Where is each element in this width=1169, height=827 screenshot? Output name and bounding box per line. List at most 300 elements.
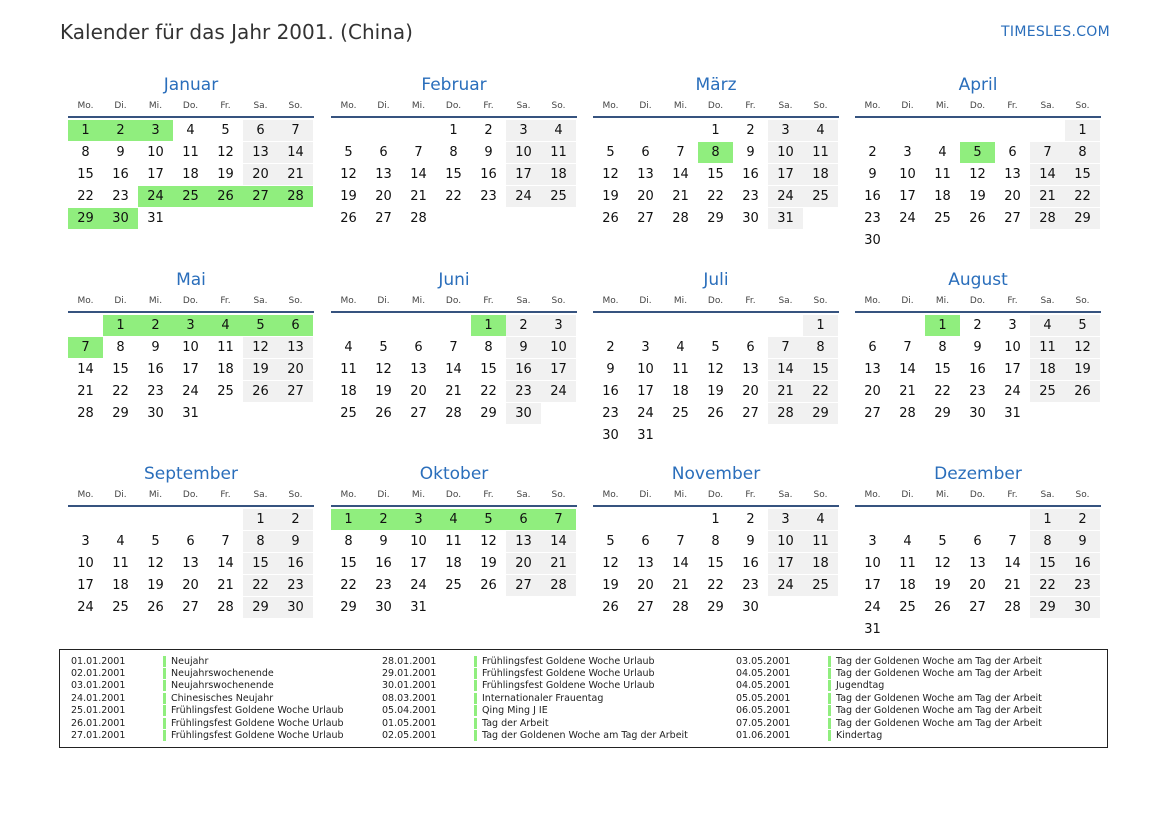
day-cell: 11 xyxy=(340,362,357,377)
day-cell: 2 xyxy=(746,123,755,138)
day-cell: 22 xyxy=(803,381,838,402)
day-cell: 10 xyxy=(1004,340,1021,355)
day-cell: 12 xyxy=(969,167,986,182)
legend-entry xyxy=(382,705,688,717)
legend-entry xyxy=(382,729,688,741)
day-cell: 2 xyxy=(506,315,541,336)
empty-cell xyxy=(331,315,366,336)
day-cell: 14 xyxy=(445,362,462,377)
weekday-label: Mo. xyxy=(340,490,357,500)
weekday-label: Fr. xyxy=(745,490,756,500)
day-cell: 8 xyxy=(1030,531,1065,552)
day-cell: 7 xyxy=(768,337,803,358)
holiday-day-cell: 27 xyxy=(243,186,278,207)
day-cell: 19 xyxy=(243,359,278,380)
month-block xyxy=(68,463,314,618)
day-cell: 27 xyxy=(375,211,392,226)
legend-entry xyxy=(71,717,344,729)
weekday-label: Sa. xyxy=(253,490,268,500)
month-name: Oktober xyxy=(419,464,489,484)
day-cell: 7 xyxy=(1008,534,1017,549)
legend-holiday-name: Tag der Goldenen Woche am Tag der Arbeit xyxy=(474,730,688,741)
day-cell: 25 xyxy=(803,186,838,207)
month-name: März xyxy=(695,75,737,95)
day-cell: 13 xyxy=(410,362,427,377)
holiday-day-cell: 7 xyxy=(541,509,576,530)
weekday-label: Do. xyxy=(445,296,462,306)
day-cell: 25 xyxy=(899,600,916,615)
legend-date: 02.01.2001 xyxy=(71,668,126,680)
holiday-day-cell: 7 xyxy=(68,337,103,358)
weekday-label: Sa. xyxy=(1040,296,1055,306)
month-block xyxy=(855,463,1101,640)
empty-cell xyxy=(733,315,768,336)
legend-entry xyxy=(736,680,1042,692)
legend-holiday-name: Chinesisches Neujahr xyxy=(163,693,273,704)
day-grid xyxy=(593,120,839,229)
day-cell: 1 xyxy=(449,123,458,138)
empty-cell xyxy=(768,315,803,336)
day-cell: 28 xyxy=(445,406,462,421)
day-cell: 28 xyxy=(1030,208,1065,229)
day-cell: 18 xyxy=(182,167,199,182)
legend-entry xyxy=(382,692,688,704)
day-cell: 4 xyxy=(1030,315,1065,336)
weekday-label: Fr. xyxy=(220,101,231,111)
day-cell: 10 xyxy=(77,556,94,571)
legend-holiday-name: Tag der Goldenen Woche am Tag der Arbeit xyxy=(828,718,1042,729)
day-cell: 24 xyxy=(768,186,803,207)
holiday-day-cell: 2 xyxy=(138,315,173,336)
weekday-label: Di. xyxy=(639,490,652,500)
empty-cell xyxy=(855,120,890,141)
day-cell: 19 xyxy=(340,189,357,204)
weekday-label: Sa. xyxy=(778,490,793,500)
empty-cell xyxy=(593,315,628,336)
legend-holiday-name: Tag der Goldenen Woche am Tag der Arbeit xyxy=(828,705,1042,716)
holiday-day-cell: 24 xyxy=(138,186,173,207)
day-cell: 16 xyxy=(480,167,497,182)
weekday-label: Mi. xyxy=(411,490,426,500)
day-cell: 14 xyxy=(1004,556,1021,571)
day-cell: 25 xyxy=(112,600,129,615)
weekday-header xyxy=(855,291,1101,313)
day-cell: 28 xyxy=(672,211,689,226)
day-cell: 2 xyxy=(973,318,982,333)
day-grid xyxy=(855,509,1101,640)
site-link[interactable]: TIMESLES.COM xyxy=(1001,24,1110,40)
day-cell: 19 xyxy=(375,384,392,399)
day-cell: 1 xyxy=(243,509,278,530)
day-cell: 16 xyxy=(864,189,881,204)
weekday-label: So. xyxy=(288,296,303,306)
month-name: September xyxy=(144,464,238,484)
legend-entry xyxy=(71,655,344,667)
day-cell: 26 xyxy=(934,600,951,615)
day-cell: 20 xyxy=(506,553,541,574)
day-cell: 9 xyxy=(868,167,877,182)
empty-cell xyxy=(855,315,890,336)
day-cell: 20 xyxy=(969,578,986,593)
day-cell: 13 xyxy=(506,531,541,552)
month-block xyxy=(593,74,839,229)
day-cell: 15 xyxy=(707,167,724,182)
day-cell: 20 xyxy=(1004,189,1021,204)
legend-holiday-name: Frühlingsfest Goldene Woche Urlaub xyxy=(163,730,344,741)
month-name: Mai xyxy=(176,270,206,290)
day-cell: 29 xyxy=(243,597,278,618)
day-cell: 20 xyxy=(410,384,427,399)
day-cell: 5 xyxy=(221,123,230,138)
empty-cell xyxy=(68,315,103,336)
day-cell: 31 xyxy=(637,428,654,443)
day-cell: 29 xyxy=(340,600,357,615)
weekday-label: Di. xyxy=(377,101,390,111)
weekday-label: Do. xyxy=(707,490,724,500)
day-cell: 17 xyxy=(899,189,916,204)
weekday-label: Di. xyxy=(901,101,914,111)
day-cell: 11 xyxy=(803,142,838,163)
day-cell: 31 xyxy=(147,211,164,226)
day-cell: 20 xyxy=(637,189,654,204)
legend-date: 28.01.2001 xyxy=(382,655,437,667)
empty-cell xyxy=(960,509,995,530)
day-cell: 21 xyxy=(217,578,234,593)
day-cell: 21 xyxy=(278,164,313,185)
empty-cell xyxy=(366,120,401,141)
day-cell: 3 xyxy=(81,534,90,549)
day-cell: 15 xyxy=(934,362,951,377)
day-cell: 23 xyxy=(602,406,619,421)
weekday-label: Di. xyxy=(377,296,390,306)
day-cell: 16 xyxy=(742,167,759,182)
weekday-label: So. xyxy=(813,101,828,111)
day-cell: 11 xyxy=(672,362,689,377)
weekday-label: Mi. xyxy=(935,490,950,500)
day-cell: 15 xyxy=(480,362,497,377)
holiday-day-cell: 5 xyxy=(243,315,278,336)
day-cell: 9 xyxy=(746,534,755,549)
day-cell: 23 xyxy=(969,384,986,399)
day-cell: 26 xyxy=(602,211,619,226)
weekday-label: Sa. xyxy=(778,296,793,306)
day-cell: 26 xyxy=(707,406,724,421)
day-cell: 22 xyxy=(340,578,357,593)
day-cell: 4 xyxy=(541,120,576,141)
day-grid xyxy=(331,120,577,229)
empty-cell xyxy=(925,509,960,530)
day-cell: 4 xyxy=(344,340,353,355)
day-cell: 8 xyxy=(243,531,278,552)
legend-holiday-name: Neujahr xyxy=(163,656,208,667)
empty-cell xyxy=(960,120,995,141)
day-cell: 16 xyxy=(1065,553,1100,574)
day-cell: 12 xyxy=(1065,337,1100,358)
weekday-label: Di. xyxy=(639,296,652,306)
day-cell: 12 xyxy=(243,337,278,358)
day-cell: 7 xyxy=(221,534,230,549)
day-cell: 30 xyxy=(506,403,541,424)
empty-cell xyxy=(1030,120,1065,141)
day-cell: 16 xyxy=(112,167,129,182)
day-grid xyxy=(331,315,577,424)
weekday-label: So. xyxy=(1075,101,1090,111)
day-cell: 14 xyxy=(278,142,313,163)
weekday-label: Mi. xyxy=(148,101,163,111)
legend-holiday-name: Frühlingsfest Goldene Woche Urlaub xyxy=(474,656,655,667)
legend-entry xyxy=(736,729,1042,741)
legend-entry xyxy=(71,692,344,704)
day-cell: 6 xyxy=(641,534,650,549)
legend-holiday-name: Internationaler Frauentag xyxy=(474,693,603,704)
weekday-label: Mi. xyxy=(673,101,688,111)
day-cell: 10 xyxy=(541,337,576,358)
holiday-day-cell: 28 xyxy=(278,186,313,207)
day-cell: 8 xyxy=(711,534,720,549)
day-cell: 27 xyxy=(182,600,199,615)
weekday-label: Do. xyxy=(445,490,462,500)
day-cell: 11 xyxy=(899,556,916,571)
day-cell: 14 xyxy=(541,531,576,552)
day-cell: 25 xyxy=(1030,381,1065,402)
day-cell: 20 xyxy=(375,189,392,204)
holiday-day-cell: 4 xyxy=(436,509,471,530)
day-cell: 19 xyxy=(602,189,619,204)
day-cell: 18 xyxy=(803,164,838,185)
day-cell: 23 xyxy=(742,578,759,593)
day-cell: 30 xyxy=(375,600,392,615)
day-cell: 7 xyxy=(903,340,912,355)
day-grid xyxy=(68,509,314,618)
day-cell: 6 xyxy=(641,145,650,160)
legend-entry xyxy=(736,692,1042,704)
month-name: Juni xyxy=(438,270,470,290)
empty-cell xyxy=(173,509,208,530)
legend-entry xyxy=(382,717,688,729)
empty-cell xyxy=(698,315,733,336)
day-cell: 3 xyxy=(641,340,650,355)
day-cell: 13 xyxy=(864,362,881,377)
month-name: Januar xyxy=(163,75,219,95)
weekday-label: Di. xyxy=(114,101,127,111)
legend-entry xyxy=(71,667,344,679)
day-cell: 12 xyxy=(375,362,392,377)
day-cell: 24 xyxy=(410,578,427,593)
empty-cell xyxy=(68,509,103,530)
legend-entry xyxy=(736,705,1042,717)
day-grid xyxy=(68,120,314,229)
day-cell: 9 xyxy=(606,362,615,377)
weekday-label: Mi. xyxy=(411,101,426,111)
day-cell: 12 xyxy=(480,534,497,549)
legend-date: 29.01.2001 xyxy=(382,668,437,680)
legend-holiday-name: Frühlingsfest Goldene Woche Urlaub xyxy=(163,705,344,716)
day-cell: 12 xyxy=(147,556,164,571)
weekday-label: So. xyxy=(288,101,303,111)
legend-holiday-name: Tag der Goldenen Woche am Tag der Arbeit xyxy=(828,656,1042,667)
day-cell: 22 xyxy=(112,384,129,399)
month-block xyxy=(331,463,577,618)
holiday-day-cell: 1 xyxy=(68,120,103,141)
day-cell: 16 xyxy=(278,553,313,574)
day-cell: 6 xyxy=(186,534,195,549)
weekday-label: Sa. xyxy=(778,101,793,111)
day-cell: 10 xyxy=(410,534,427,549)
day-cell: 2 xyxy=(868,145,877,160)
day-cell: 21 xyxy=(1004,578,1021,593)
day-cell: 19 xyxy=(969,189,986,204)
day-cell: 10 xyxy=(768,142,803,163)
day-cell: 1 xyxy=(803,315,838,336)
day-cell: 13 xyxy=(742,362,759,377)
day-cell: 29 xyxy=(112,406,129,421)
weekday-header xyxy=(593,291,839,313)
day-cell: 9 xyxy=(379,534,388,549)
day-cell: 1 xyxy=(711,512,720,527)
month-block xyxy=(68,74,314,229)
day-cell: 27 xyxy=(278,381,313,402)
day-cell: 23 xyxy=(1065,575,1100,596)
day-cell: 24 xyxy=(77,600,94,615)
holiday-day-cell: 25 xyxy=(173,186,208,207)
legend-column xyxy=(382,655,688,742)
day-cell: 21 xyxy=(768,381,803,402)
weekday-label: Fr. xyxy=(483,101,494,111)
day-cell: 19 xyxy=(707,384,724,399)
weekday-label: Mo. xyxy=(864,490,881,500)
day-cell: 22 xyxy=(934,384,951,399)
weekday-header xyxy=(593,485,839,507)
day-cell: 19 xyxy=(217,167,234,182)
day-grid xyxy=(593,509,839,618)
day-cell: 17 xyxy=(768,164,803,185)
day-cell: 13 xyxy=(375,167,392,182)
day-cell: 24 xyxy=(637,406,654,421)
day-cell: 31 xyxy=(1004,406,1021,421)
weekday-label: Do. xyxy=(182,296,199,306)
legend-date: 25.01.2001 xyxy=(71,705,126,717)
month-name: Februar xyxy=(421,75,487,95)
day-cell: 25 xyxy=(445,578,462,593)
month-block xyxy=(331,269,577,424)
day-cell: 8 xyxy=(81,145,90,160)
day-cell: 29 xyxy=(803,403,838,424)
weekday-label: Mi. xyxy=(673,490,688,500)
day-cell: 9 xyxy=(484,145,493,160)
day-cell: 25 xyxy=(672,406,689,421)
weekday-label: So. xyxy=(551,296,566,306)
weekday-label: So. xyxy=(288,490,303,500)
legend-date: 04.05.2001 xyxy=(736,668,791,680)
weekday-label: Di. xyxy=(114,296,127,306)
weekday-label: Mo. xyxy=(340,101,357,111)
holiday-day-cell: 3 xyxy=(401,509,436,530)
empty-cell xyxy=(366,315,401,336)
day-cell: 12 xyxy=(602,556,619,571)
day-cell: 30 xyxy=(278,597,313,618)
day-cell: 27 xyxy=(864,406,881,421)
legend-entry xyxy=(736,667,1042,679)
weekday-label: Sa. xyxy=(516,296,531,306)
day-cell: 22 xyxy=(77,189,94,204)
day-cell: 23 xyxy=(112,189,129,204)
legend-holiday-name: Kindertag xyxy=(828,730,882,741)
legend-date: 03.01.2001 xyxy=(71,680,126,692)
weekday-header xyxy=(855,96,1101,118)
day-cell: 12 xyxy=(340,167,357,182)
weekday-header xyxy=(331,96,577,118)
day-cell: 11 xyxy=(217,340,234,355)
day-cell: 27 xyxy=(969,600,986,615)
day-cell: 19 xyxy=(147,578,164,593)
legend-entry xyxy=(736,717,1042,729)
holiday-day-cell: 1 xyxy=(925,315,960,336)
day-cell: 10 xyxy=(899,167,916,182)
day-cell: 23 xyxy=(742,189,759,204)
weekday-label: Mi. xyxy=(411,296,426,306)
day-cell: 30 xyxy=(742,600,759,615)
day-cell: 28 xyxy=(217,600,234,615)
day-cell: 13 xyxy=(637,167,654,182)
page-title: Kalender für das Jahr 2001. (China) xyxy=(60,20,413,44)
legend-entry xyxy=(71,705,344,717)
weekday-label: Sa. xyxy=(253,296,268,306)
day-cell: 26 xyxy=(1065,381,1100,402)
day-cell: 8 xyxy=(938,340,947,355)
holiday-day-cell: 5 xyxy=(960,142,995,163)
legend-holiday-name: Tag der Arbeit xyxy=(474,718,549,729)
day-cell: 2 xyxy=(484,123,493,138)
weekday-label: Di. xyxy=(114,490,127,500)
month-block xyxy=(331,74,577,229)
day-cell: 27 xyxy=(637,211,654,226)
holiday-day-cell: 1 xyxy=(471,315,506,336)
holiday-day-cell: 26 xyxy=(208,186,243,207)
day-cell: 26 xyxy=(480,578,497,593)
day-cell: 8 xyxy=(1065,142,1100,163)
legend-entry xyxy=(736,655,1042,667)
day-cell: 11 xyxy=(934,167,951,182)
day-cell: 14 xyxy=(217,556,234,571)
day-cell: 6 xyxy=(973,534,982,549)
legend-holiday-name: Frühlingsfest Goldene Woche Urlaub xyxy=(474,680,655,691)
holiday-day-cell: 4 xyxy=(208,315,243,336)
day-cell: 2 xyxy=(278,509,313,530)
legend-date: 30.01.2001 xyxy=(382,680,437,692)
day-cell: 26 xyxy=(243,381,278,402)
empty-cell xyxy=(890,509,925,530)
day-cell: 5 xyxy=(344,145,353,160)
day-cell: 15 xyxy=(803,359,838,380)
empty-cell xyxy=(995,509,1030,530)
weekday-label: Do. xyxy=(707,296,724,306)
day-cell: 27 xyxy=(1004,211,1021,226)
day-cell: 8 xyxy=(484,340,493,355)
day-cell: 18 xyxy=(217,362,234,377)
day-cell: 21 xyxy=(77,384,94,399)
weekday-header xyxy=(855,485,1101,507)
empty-cell xyxy=(331,120,366,141)
day-cell: 5 xyxy=(938,534,947,549)
day-cell: 14 xyxy=(1030,164,1065,185)
day-cell: 18 xyxy=(445,556,462,571)
holiday-day-cell: 2 xyxy=(103,120,138,141)
weekday-header xyxy=(68,291,314,313)
day-cell: 30 xyxy=(1065,597,1100,618)
weekday-label: Do. xyxy=(445,101,462,111)
day-cell: 4 xyxy=(186,123,195,138)
day-cell: 13 xyxy=(969,556,986,571)
